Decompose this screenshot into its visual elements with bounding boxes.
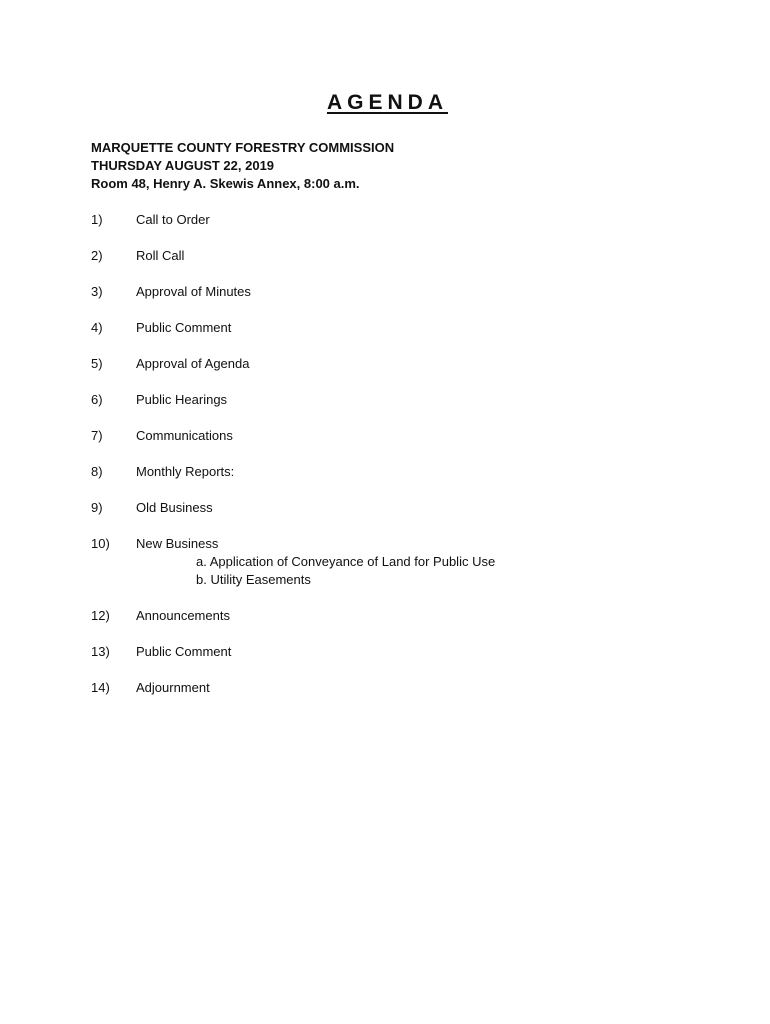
agenda-item-number: 6) <box>91 392 103 407</box>
organization-name: MARQUETTE COUNTY FORESTRY COMMISSION <box>91 140 395 155</box>
agenda-item-label: Roll Call <box>136 248 185 263</box>
agenda-item-new-business <box>91 535 691 589</box>
agenda-item-number: 7) <box>91 428 103 443</box>
agenda-item-number: 14) <box>91 680 110 695</box>
agenda-item-monthly-reports <box>91 463 691 481</box>
meeting-date: THURSDAY AUGUST 22, 2019 <box>91 158 275 173</box>
meeting-header <box>91 139 394 193</box>
agenda-item-adjournment <box>91 679 691 697</box>
agenda-item-public-comment-2 <box>91 643 691 661</box>
agenda-item-public-comment <box>91 319 691 337</box>
new-business-subitems <box>91 553 691 589</box>
agenda-item-communications <box>91 427 691 445</box>
agenda-item-number: 1) <box>91 212 103 227</box>
agenda-item-number: 10) <box>91 536 110 551</box>
agenda-item-number: 5) <box>91 356 103 371</box>
page-title: AGENDA <box>326 91 448 114</box>
agenda-item-number: 4) <box>91 320 103 335</box>
agenda-item-label: Old Business <box>136 500 213 515</box>
agenda-item-announcements <box>91 607 691 625</box>
agenda-item-call-to-order <box>91 211 691 229</box>
agenda-item-label: Communications <box>136 428 233 443</box>
agenda-item-label: New Business <box>136 536 219 551</box>
agenda-item-label: Approval of Minutes <box>136 284 251 299</box>
agenda-item-number: 8) <box>91 464 103 479</box>
agenda-subitem-conveyance-of-land: a. Application of Conveyance of Land for Public Use <box>196 554 496 569</box>
agenda-item-label: Call to Order <box>136 212 210 227</box>
agenda-item-label: Approval of Agenda <box>136 356 250 371</box>
agenda-item-number: 12) <box>91 608 110 623</box>
agenda-item-label: Adjournment <box>136 680 210 695</box>
agenda-item-old-business <box>91 499 691 517</box>
agenda-item-label: Public Comment <box>136 644 232 659</box>
agenda-list <box>91 211 691 715</box>
agenda-item-number: 9) <box>91 500 103 515</box>
agenda-item-public-hearings <box>91 391 691 409</box>
agenda-item-label: Announcements <box>136 608 230 623</box>
agenda-item-approval-of-agenda <box>91 355 691 373</box>
agenda-item-label: Monthly Reports: <box>136 464 235 479</box>
agenda-item-roll-call <box>91 247 691 265</box>
meeting-location: Room 48, Henry A. Skewis Annex, 8:00 a.m. <box>91 176 360 191</box>
agenda-item-number: 2) <box>91 248 103 263</box>
agenda-subitem-utility-easements: b. Utility Easements <box>196 572 311 587</box>
agenda-item-label: Public Hearings <box>136 392 228 407</box>
agenda-item-number: 3) <box>91 284 103 299</box>
agenda-item-label: Public Comment <box>136 320 232 335</box>
agenda-item-number: 13) <box>91 644 110 659</box>
agenda-item-approval-of-minutes <box>91 283 691 301</box>
